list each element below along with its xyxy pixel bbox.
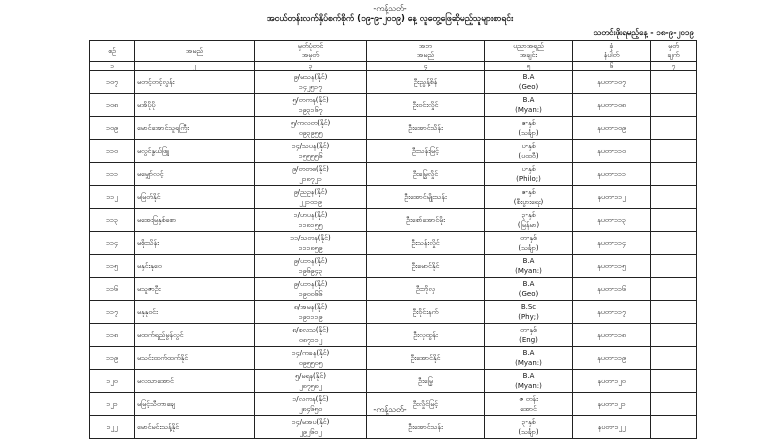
- column-header-line: ခုံ: [609, 42, 614, 50]
- name-cell: မလွင်နွယ်ဖြူ: [135, 140, 255, 163]
- serial-cell: ၁၁၄: [90, 232, 135, 255]
- seat-number-cell: နပတ-၁၂၀: [573, 370, 651, 393]
- nrc-cell: [255, 278, 367, 301]
- nrc-cell-line: ၉/ပဘန(နိုင်): [293, 280, 328, 288]
- nrc-cell-line: ၀၉၅၅၀၅: [298, 359, 323, 367]
- seat-number-cell: နပတ-၁၁၆: [573, 278, 651, 301]
- table-body: [90, 71, 697, 439]
- nrc-cell-line: ၁/ဟပန(နိုင်): [293, 211, 328, 219]
- father-name-cell: ဦးစော်အောင်မိုး: [367, 209, 485, 232]
- column-header-line: မှတ်: [668, 42, 679, 50]
- father-name-cell: ဦးဝိုင်းနက်: [367, 301, 485, 324]
- education-cell-line: B.A: [522, 257, 535, 265]
- serial-cell: ၁၀၉: [90, 117, 135, 140]
- table-row: [90, 209, 697, 232]
- education-cell: [485, 209, 573, 232]
- remark-cell: [651, 71, 697, 94]
- table-header-row: [90, 41, 697, 62]
- nrc-cell-line: ၅/မရန(နိုင်): [295, 372, 326, 380]
- nrc-cell-line: ၁၁၈၁၅၅: [298, 221, 323, 229]
- remark-cell: [651, 117, 697, 140]
- column-header-line: နံပါတ်: [603, 51, 620, 59]
- remark-cell: [651, 232, 697, 255]
- column-header-line: အမှတ်: [301, 51, 320, 59]
- education-cell: [485, 232, 573, 255]
- nrc-cell-line: ၀၉၃၉၅၅: [298, 129, 323, 137]
- serial-cell: ၁၁၅: [90, 255, 135, 278]
- table-row: [90, 186, 697, 209]
- seat-number-cell: နပတ-၁၂၁: [573, 393, 651, 416]
- education-cell: [485, 94, 573, 117]
- nrc-cell-line: ၂၈၇၅၈၂: [299, 382, 322, 390]
- education-cell-line: (Myan:): [515, 106, 542, 114]
- column-header: [651, 41, 697, 62]
- education-cell-line: ဇ တန်း: [519, 395, 538, 403]
- name-cell: မောင်မင်းသန့်နိုင်: [135, 416, 255, 439]
- column-index: ၆: [573, 62, 651, 71]
- education-cell-line: B.A: [522, 96, 535, 104]
- name-cell: မအေးမြနှစ်စော: [135, 209, 255, 232]
- document-subtitle: သတင်းဖိုးရမည့်နေ့ - ၁၈-၉-၂၀၁၉: [593, 28, 694, 37]
- nrc-cell-line: ၁၉၀၀၆၆: [298, 290, 323, 298]
- nrc-cell-line: ၁၉၆၉၄၃: [298, 267, 323, 275]
- father-name-cell: ဦးလှိုင်မြင့်: [367, 393, 485, 416]
- nrc-cell-line: ၁၄/သပန(နိုင်): [291, 142, 330, 150]
- education-cell-line: ၃-နှစ်: [521, 418, 536, 426]
- nrc-cell-line: ၂၂၁၀၁၉: [299, 198, 322, 206]
- seat-number-cell: နပတ-၁၀၉: [573, 117, 651, 140]
- column-header: [135, 41, 255, 62]
- remark-cell: [651, 347, 697, 370]
- seat-number-cell: နပတ-၁၁၇: [573, 301, 651, 324]
- table-row: [90, 163, 697, 186]
- father-name-cell: ဦးလှထွန်း: [367, 324, 485, 347]
- nrc-cell-line: ၁/လကန(နိုင်): [292, 395, 329, 403]
- education-cell: [485, 117, 573, 140]
- education-cell-line: B.A: [522, 372, 535, 380]
- nrc-cell-line: ၁၉၁၁၁၉: [298, 313, 323, 321]
- nrc-cell-line: ၉/ပဘန(နိုင်): [293, 257, 328, 265]
- remark-cell: [651, 140, 697, 163]
- education-cell-line: (Phy;): [518, 313, 539, 321]
- serial-cell: ၁၂၂: [90, 416, 135, 439]
- name-cell: မသူဇာဦး: [135, 278, 255, 301]
- education-cell-line: အောင်: [520, 405, 537, 413]
- education-cell-line: (Myan:): [515, 382, 542, 390]
- serial-cell: ၁၀၇: [90, 71, 135, 94]
- father-name-cell: ဦးမောင်နိုင်: [367, 255, 485, 278]
- remark-cell: [651, 278, 697, 301]
- nrc-cell-line: ၁၄/မအပ(နိုင်): [291, 418, 330, 426]
- education-cell-line: (Myan:): [515, 267, 542, 275]
- father-name-cell: ဦးမြွေ: [367, 370, 485, 393]
- seat-number-cell: နပတ-၁၀၇: [573, 71, 651, 94]
- nrc-cell-line: ၅/ကလတ(နိုင်): [290, 119, 331, 127]
- serial-cell: ၁၀၈: [90, 94, 135, 117]
- table-row: [90, 278, 697, 301]
- nrc-cell-line: ၉/ညဥန(နိုင်): [293, 188, 328, 196]
- name-cell: မောင်အောင်သူရကြီး: [135, 117, 255, 140]
- education-cell-line: (သင်္ချာ): [518, 428, 539, 436]
- table-row: [90, 140, 697, 163]
- education-cell: [485, 416, 573, 439]
- education-cell-line: (Myan:): [515, 359, 542, 367]
- nrc-cell-line: ၈/အမန(နိုင်): [293, 303, 328, 311]
- seat-number-cell: နပတ-၁၁၃: [573, 209, 651, 232]
- education-cell-line: ဧ-နှစ်: [521, 188, 536, 196]
- nrc-cell: [255, 255, 367, 278]
- nrc-cell-line: ၉/တတဓ(နိုင်): [292, 165, 329, 173]
- education-cell-line: (Geo): [518, 83, 539, 91]
- education-cell: [485, 370, 573, 393]
- table-row: [90, 255, 697, 278]
- remark-cell: [651, 163, 697, 186]
- nrc-cell-line: ၈/စလသ(နိုင်): [292, 326, 329, 334]
- education-cell: [485, 301, 573, 324]
- education-cell: [485, 324, 573, 347]
- name-cell: မနုနုဝင်း: [135, 301, 255, 324]
- serial-cell: ၁၁၇: [90, 301, 135, 324]
- education-cell: [485, 163, 573, 186]
- name-cell: မအိပိုပို: [135, 94, 255, 117]
- education-cell-line: ဧ-နှစ်: [521, 119, 536, 127]
- nrc-cell-line: ၁၄၂၅၁၇: [298, 83, 323, 91]
- remark-cell: [651, 209, 697, 232]
- name-cell: မသင်းထက်ထက်နိုင်: [135, 347, 255, 370]
- education-cell-line: ပ-နှစ်: [521, 142, 536, 150]
- remark-cell: [651, 94, 697, 117]
- nrc-cell-line: ၁၅၅၅၅၆: [298, 152, 323, 160]
- serial-cell: ၁၁၃: [90, 209, 135, 232]
- father-name-cell: ဦးသန်းမြင့်: [367, 140, 485, 163]
- education-cell: [485, 186, 573, 209]
- table-row: [90, 71, 697, 94]
- father-name-cell: ဦးအောင်နိုင်: [367, 347, 485, 370]
- education-cell: [485, 347, 573, 370]
- document-title: အငယ်တန်းလက်နှိပ်စက်စိုက် (၁၉-၉-၂၀၁၉) နေ့ လူတွေ့ဖြေဆိုမည့်သူများစာရင်း: [266, 14, 514, 24]
- seat-number-cell: နပတ-၁၁၅: [573, 255, 651, 278]
- table-index-row: [90, 62, 697, 71]
- father-name-cell: ဦးမြွေလှိုင်: [367, 163, 485, 186]
- father-name-cell: ဦးအောင်မျိုးသန်း: [367, 186, 485, 209]
- classification-mark-top: -ကန့်သတ်-: [373, 4, 407, 13]
- father-name-cell: ဦးအောင်သန်း: [367, 416, 485, 439]
- table-row: [90, 232, 697, 255]
- seat-number-cell: နပတ-၁၀၈: [573, 94, 651, 117]
- nrc-cell-line: ၅/တကန(နိုင်): [292, 96, 329, 104]
- nrc-cell-line: ၉/မသန(နိုင်): [293, 73, 328, 81]
- education-cell-line: B.A: [522, 73, 535, 81]
- serial-cell: ၁၁၀: [90, 140, 135, 163]
- name-cell: မမျှော်လင့်: [135, 163, 255, 186]
- education-cell-line: ပ-နှစ်: [521, 165, 536, 173]
- education-cell-line: (Philo;): [516, 175, 541, 183]
- nrc-cell-line: ၀၈၇၁၁၂: [298, 336, 323, 344]
- table-row: [90, 416, 697, 439]
- serial-cell: ၁၁၉: [90, 347, 135, 370]
- candidate-table: [89, 40, 697, 439]
- remark-cell: [651, 255, 697, 278]
- education-cell-line: (သင်္ချာ): [518, 244, 539, 252]
- father-name-cell: ဦးညွန့်စိန်: [367, 71, 485, 94]
- column-header: [367, 41, 485, 62]
- seat-number-cell: နပတ-၁၁၉: [573, 347, 651, 370]
- nrc-cell: [255, 416, 367, 439]
- column-header: [485, 41, 573, 62]
- column-header: [90, 41, 135, 62]
- education-cell-line: B.Sc: [520, 303, 537, 311]
- column-header-line: အချင်း: [519, 51, 538, 59]
- column-header-line: အမည်: [416, 51, 435, 59]
- nrc-cell: [255, 140, 367, 163]
- nrc-cell: [255, 370, 367, 393]
- name-cell: မတင့်တင့်လွန်း: [135, 71, 255, 94]
- table-row: [90, 117, 697, 140]
- remark-cell: [651, 301, 697, 324]
- education-cell: [485, 278, 573, 301]
- nrc-cell: [255, 186, 367, 209]
- father-name-cell: ဦးဘိုလှ: [367, 278, 485, 301]
- nrc-cell: [255, 347, 367, 370]
- remark-cell: [651, 324, 697, 347]
- column-header-line: စဉ်: [108, 46, 116, 55]
- nrc-cell: [255, 163, 367, 186]
- column-index: ၂: [135, 62, 255, 71]
- education-cell: [485, 140, 573, 163]
- education-cell-line: တ-နှစ်: [520, 234, 537, 242]
- nrc-cell: [255, 324, 367, 347]
- remark-cell: [651, 416, 697, 439]
- name-cell: မမြတ်နိုင်: [135, 186, 255, 209]
- seat-number-cell: နပတ-၁၁၁: [573, 163, 651, 186]
- education-cell-line: ၃-နှစ်: [521, 211, 536, 219]
- table-row: [90, 347, 697, 370]
- column-header: [255, 41, 367, 62]
- nrc-cell-line: ၁၁/သတန(နိုင်): [290, 234, 331, 242]
- nrc-cell-line: ၂၁၈၇၂၁: [299, 175, 322, 183]
- column-header-line: မှတ်ပုံတင်: [297, 42, 324, 50]
- classification-mark-bottom: -ကန့်သတ်-: [373, 405, 407, 414]
- nrc-cell-line: ၁၁၁၈၅၉: [298, 244, 323, 252]
- table-row: [90, 324, 697, 347]
- nrc-cell: [255, 301, 367, 324]
- name-cell: မစိုးသိန်း: [135, 232, 255, 255]
- column-header: [573, 41, 651, 62]
- serial-cell: ၁၁၆: [90, 278, 135, 301]
- seat-number-cell: နပတ-၁၁၀: [573, 140, 651, 163]
- table-row: [90, 94, 697, 117]
- table-row: [90, 370, 697, 393]
- nrc-cell-line: ၂၉၂၆၀၂: [299, 428, 322, 436]
- father-name-cell: ဦးသန်းလှိုင်: [367, 232, 485, 255]
- seat-number-cell: နပတ-၁၁၂: [573, 186, 651, 209]
- seat-number-cell: နပတ-၁၁၈: [573, 324, 651, 347]
- remark-cell: [651, 186, 697, 209]
- seat-number-cell: နပတ-၁၁၄: [573, 232, 651, 255]
- education-cell-line: (သင်္ချာ): [518, 129, 539, 137]
- nrc-cell: [255, 117, 367, 140]
- name-cell: မထက်ရည်မွန်လွင်: [135, 324, 255, 347]
- nrc-cell: [255, 232, 367, 255]
- column-header-line: ပညာအရည်: [513, 42, 544, 50]
- education-cell-line: B.A: [522, 280, 535, 288]
- education-cell-line: (မြန်မာ): [517, 221, 540, 229]
- seat-number-cell: နပတ-၁၂၂: [573, 416, 651, 439]
- column-header-line: အဘ: [418, 42, 433, 50]
- education-cell: [485, 71, 573, 94]
- column-header-line: အမည်: [185, 46, 204, 55]
- remark-cell: [651, 370, 697, 393]
- serial-cell: ၁၁၂: [90, 186, 135, 209]
- column-index: ၇: [651, 62, 697, 71]
- nrc-cell-line: ၁၄/ကခန(နိုင်): [291, 349, 330, 357]
- serial-cell: ၁၁၈: [90, 324, 135, 347]
- education-cell-line: (ပထဝီ): [518, 152, 539, 160]
- name-cell: မမြင့်သီတာချေ: [135, 393, 255, 416]
- nrc-cell: [255, 209, 367, 232]
- name-cell: မလသာအောင်: [135, 370, 255, 393]
- nrc-cell-line: ၂၈၄၆၅၀: [298, 405, 323, 413]
- serial-cell: ၁၁၁: [90, 163, 135, 186]
- column-index: ၁: [90, 62, 135, 71]
- column-index: ၄: [367, 62, 485, 71]
- education-cell-line: တ-နှစ်: [520, 326, 537, 334]
- column-index: ၅: [485, 62, 573, 71]
- name-cell: မနှင်းနုဝေ: [135, 255, 255, 278]
- nrc-cell: [255, 94, 367, 117]
- father-name-cell: ဦးဝင်းလှိုင်: [367, 94, 485, 117]
- column-index: ၃: [255, 62, 367, 71]
- serial-cell: ၁၂၁: [90, 393, 135, 416]
- column-header-line: ချက်: [667, 51, 680, 59]
- education-cell-line: B.A: [522, 349, 535, 357]
- nrc-cell-line: ၁၉၃၁၆၇: [298, 106, 323, 114]
- father-name-cell: ဦးအောင်သိန်း: [367, 117, 485, 140]
- table-row: [90, 301, 697, 324]
- education-cell: [485, 255, 573, 278]
- serial-cell: ၁၂၀: [90, 370, 135, 393]
- education-cell-line: (စီးပွားရေး): [513, 198, 544, 206]
- nrc-cell: [255, 71, 367, 94]
- education-cell-line: (Geo): [518, 290, 539, 298]
- education-cell-line: (Eng): [519, 336, 538, 344]
